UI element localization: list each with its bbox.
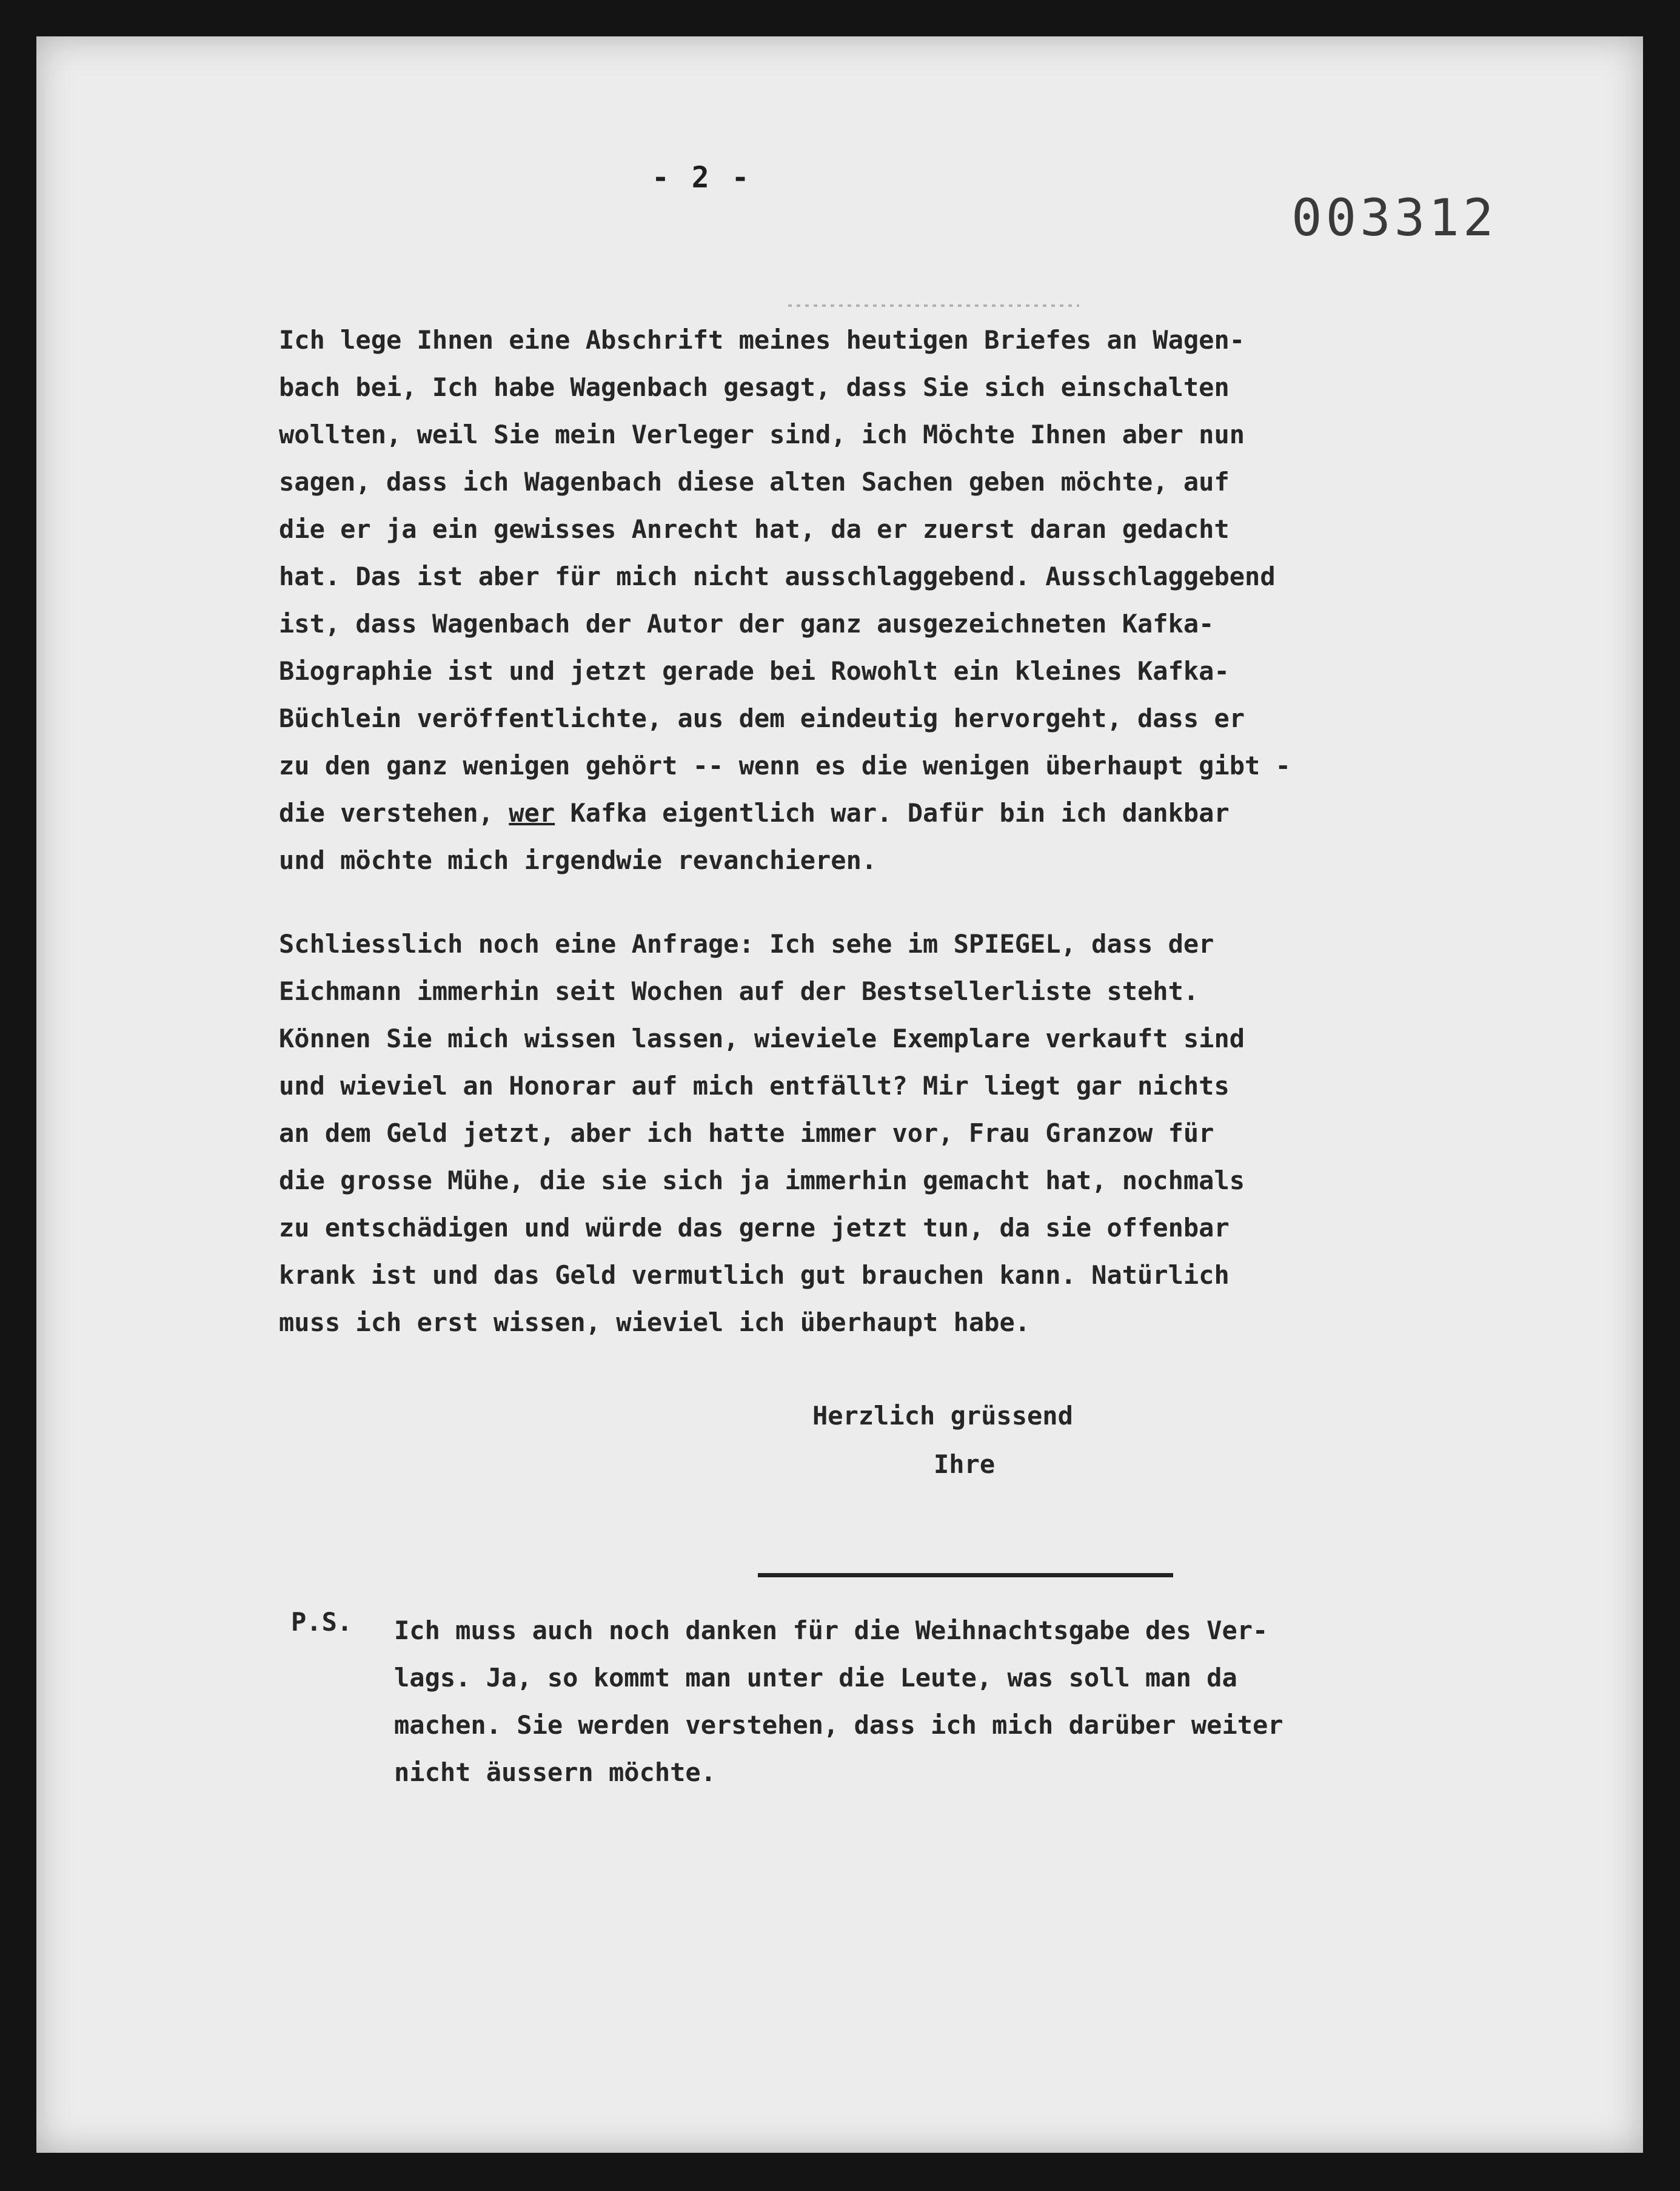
closing-signoff: Ihre	[934, 1449, 996, 1479]
text-line: zu den ganz wenigen gehört -- wenn es die wenigen überhaupt gibt -	[279, 751, 1291, 780]
text-segment: Kafka eigentlich war. Dafür bin ich dankbar	[555, 798, 1230, 828]
postscript-body	[394, 1607, 1425, 1796]
underlined-word: wer	[509, 798, 555, 828]
letter-paragraph-2	[279, 921, 1394, 1346]
text-line: muss ich erst wissen, wieviel ich überhaupt habe.	[279, 1307, 1031, 1337]
paper-mark	[788, 304, 1079, 307]
text-line: die grosse Mühe, die sie sich ja immerhin gemacht hat, nochmals	[279, 1166, 1245, 1195]
text-segment: die verstehen,	[279, 798, 509, 828]
document-number-stamp: 003312	[1291, 188, 1498, 247]
text-line: Schliesslich noch eine Anfrage: Ich sehe im SPIEGEL, dass der	[279, 929, 1214, 959]
text-line: an dem Geld jetzt, aber ich hatte immer vor, Frau Granzow für	[279, 1118, 1214, 1148]
closing-block	[812, 1392, 1073, 1489]
text-line: zu entschädigen und würde das gerne jetzt tun, da sie offenbar	[279, 1213, 1230, 1243]
text-line: Ich muss auch noch danken für die Weihnachtsgabe des Ver-	[394, 1616, 1268, 1645]
closing-greeting: Herzlich grüssend	[812, 1401, 1073, 1431]
text-line: wollten, weil Sie mein Verleger sind, ich Möchte Ihnen aber nun	[279, 420, 1245, 449]
text-line: bach bei, Ich habe Wagenbach gesagt, dass Sie sich einschalten	[279, 372, 1230, 402]
text-line	[279, 790, 1394, 837]
text-line: nicht äussern möchte.	[394, 1757, 717, 1787]
text-line: die er ja ein gewisses Anrecht hat, da er zuerst daran gedacht	[279, 514, 1230, 544]
signature-line	[758, 1573, 1173, 1577]
text-line: ist, dass Wagenbach der Autor der ganz ausgezeichneten Kafka-	[279, 609, 1214, 639]
text-line: Büchlein veröffentlichte, aus dem eindeutig hervorgeht, dass er	[279, 703, 1245, 733]
text-line: Eichmann immerhin seit Wochen auf der Bestsellerliste steht.	[279, 976, 1199, 1006]
text-line: Ich lege Ihnen eine Abschrift meines heutigen Briefes an Wagen-	[279, 325, 1245, 355]
text-line: hat. Das ist aber für mich nicht ausschlaggebend. Ausschlaggebend	[279, 562, 1276, 591]
page-number: - 2 -	[652, 161, 752, 195]
text-line: sagen, dass ich Wagenbach diese alten Sachen geben möchte, auf	[279, 467, 1230, 497]
text-line: machen. Sie werden verstehen, dass ich mich darüber weiter	[394, 1710, 1283, 1740]
text-line: und wieviel an Honorar auf mich entfällt? Mir liegt gar nichts	[279, 1071, 1230, 1101]
text-line: Können Sie mich wissen lassen, wieviele Exemplare verkauft sind	[279, 1024, 1245, 1053]
text-line: lags. Ja, so kommt man unter die Leute, was soll man da	[394, 1663, 1237, 1693]
letter-paragraph-1	[279, 317, 1394, 884]
text-line: und möchte mich irgendwie revanchieren.	[279, 845, 877, 875]
text-line: Biographie ist und jetzt gerade bei Rowohlt ein kleines Kafka-	[279, 656, 1230, 686]
postscript-label: P.S.	[291, 1607, 353, 1637]
text-line: krank ist und das Geld vermutlich gut brauchen kann. Natürlich	[279, 1260, 1230, 1290]
